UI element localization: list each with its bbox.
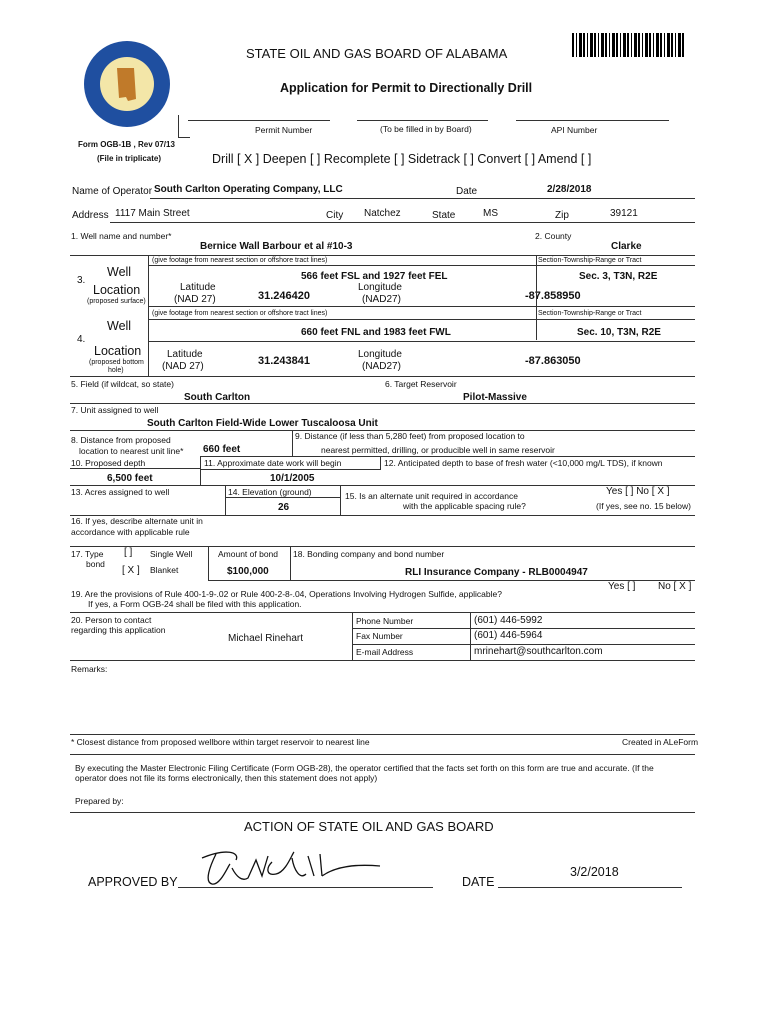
- created-in-aleform: Created in ALeForm: [622, 737, 699, 747]
- fax-label: Fax Number: [356, 631, 403, 641]
- to-be-filled-note: (To be filled in by Board): [380, 124, 472, 134]
- approval-date-value[interactable]: 3/2/2018: [570, 865, 619, 879]
- address-label: Address: [72, 210, 109, 221]
- seal-map-icon: [84, 41, 170, 127]
- bottom-lat-value[interactable]: 31.243841: [258, 355, 310, 367]
- q16-label-1: 16. If yes, describe alternate unit in: [71, 516, 203, 526]
- bottom-lat-label: Latitude: [167, 349, 203, 360]
- permit-number-label: Permit Number: [255, 125, 313, 135]
- approved-by-label: APPROVED BY: [88, 875, 178, 889]
- surface-lon-label: Longitude: [358, 282, 402, 293]
- depth-label: 10. Proposed depth: [71, 458, 146, 468]
- bond-type-label-2: bond: [86, 559, 105, 569]
- field-value[interactable]: South Carlton: [184, 392, 251, 403]
- certification-line-1: By executing the Master Electronic Filing Certificate (Form OGB-28), the operator certified that the facts set forth on this form are true and accurate. (If the: [75, 763, 654, 773]
- single-well-checkbox[interactable]: [ ]: [124, 547, 133, 558]
- surface-lat-label: Latitude: [180, 282, 216, 293]
- depth-value[interactable]: 6,500 feet: [107, 473, 153, 484]
- state-label: State: [432, 210, 456, 221]
- bottom-sub-label-2: hole): [108, 367, 124, 374]
- distance9-label-2: nearest permitted, drilling, or producible well in same reservoir: [321, 445, 555, 455]
- unit-value[interactable]: South Carlton Field-Wide Lower Tuscaloosa Unit: [147, 418, 378, 429]
- alternate-label-2: with the applicable spacing rule?: [403, 501, 526, 511]
- single-well-label: Single Well: [150, 549, 193, 559]
- operator-name-label: Name of Operator: [72, 186, 153, 197]
- distance-value[interactable]: 660 feet: [203, 444, 241, 455]
- email-label: E-mail Address: [356, 647, 414, 657]
- fresh-water-label: 12. Anticipated depth to base of fresh water (<10,000 mg/L TDS), if known: [384, 458, 663, 468]
- surface-footage-value[interactable]: 566 feet FSL and 1927 feet FEL: [301, 271, 448, 282]
- item3-number: 3.: [77, 275, 86, 286]
- file-note: (File in triplicate): [97, 154, 162, 163]
- county-value[interactable]: Clarke: [611, 241, 642, 252]
- str-label-2: Section-Township-Range or Tract: [538, 310, 642, 317]
- distance-label-1: 8. Distance from proposed: [71, 435, 171, 445]
- alternate-label-1: 15. Is an alternate unit required in accordance: [345, 491, 518, 501]
- bond-amount-value[interactable]: $100,000: [227, 566, 269, 577]
- form-title: Application for Permit to Directionally Drill: [280, 81, 533, 95]
- city-value[interactable]: Natchez: [364, 208, 401, 219]
- distance9-label-1: 9. Distance (if less than 5,280 feet) from proposed location to: [295, 431, 525, 441]
- reservoir-label: 6. Target Reservoir: [385, 379, 457, 389]
- date-label: Date: [456, 186, 478, 197]
- api-number-label: API Number: [551, 125, 598, 135]
- acres-label: 13. Acres assigned to well: [71, 487, 170, 497]
- barcode: [572, 33, 684, 57]
- bottom-sub-label-1: (proposed bottom: [89, 359, 144, 366]
- surface-lat-value[interactable]: 31.246420: [258, 290, 310, 302]
- city-label: City: [326, 210, 344, 221]
- county-label: 2. County: [535, 231, 572, 241]
- bottom-footage-value[interactable]: 660 feet FNL and 1983 feet FWL: [301, 327, 451, 338]
- date-approval-label: DATE: [462, 875, 495, 889]
- q19-label-1: 19. Are the provisions of Rule 400-1-9-.02 or Rule 400-2-8-.04, Operations Involving Hydrogen Sulfide, applicable?: [71, 589, 502, 599]
- prepared-by-label: Prepared by:: [75, 796, 124, 806]
- closest-distance-note: * Closest distance from proposed wellbore within target reservoir to nearest line: [71, 737, 370, 747]
- alternate-yes-no[interactable]: Yes [ ] No [ X ]: [606, 486, 670, 497]
- q19-label-2: If yes, a Form OGB-24 shall be filed with this application.: [88, 599, 302, 609]
- date-value[interactable]: 2/28/2018: [547, 184, 592, 195]
- unit-label: 7. Unit assigned to well: [71, 405, 159, 415]
- drill-options[interactable]: Drill [ X ] Deepen [ ] Recomplete [ ] Sidetrack [ ] Convert [ ] Amend [ ]: [212, 152, 592, 166]
- surface-lon-value[interactable]: -87.858950: [525, 290, 581, 302]
- form-id: Form OGB-1B , Rev 07/13: [78, 140, 175, 149]
- surface-well-label: Well: [107, 265, 132, 279]
- q19-no[interactable]: No [ X ]: [658, 581, 692, 592]
- bonding-company-value[interactable]: RLI Insurance Company - RLB0004947: [405, 567, 588, 578]
- state-seal: [84, 41, 170, 127]
- certification-line-2: operator does not file its forms electronically, then this statement does not apply): [75, 773, 378, 783]
- q16-label-2: accordance with applicable rule: [71, 527, 190, 537]
- state-value[interactable]: MS: [483, 208, 498, 219]
- contact-label-1: 20. Person to contact: [71, 615, 152, 625]
- bond-type-label-1: 17. Type: [71, 549, 104, 559]
- contact-label-2: regarding this application: [71, 625, 166, 635]
- bottom-lon-datum: (NAD27): [362, 361, 401, 372]
- contact-name-value[interactable]: Michael Rinehart: [228, 633, 304, 644]
- footage-note-2: (give footage from nearest section or offshore tract lines): [152, 310, 328, 317]
- operator-name-value[interactable]: South Carlton Operating Company, LLC: [154, 184, 343, 195]
- item4-number: 4.: [77, 334, 86, 345]
- bottom-lat-datum: (NAD 27): [162, 361, 204, 372]
- phone-label: Phone Number: [356, 616, 414, 626]
- bottom-location-label: Location: [94, 344, 142, 358]
- surface-lat-datum: (NAD 27): [174, 294, 216, 305]
- date-work-value[interactable]: 10/1/2005: [270, 473, 315, 484]
- blanket-checkbox[interactable]: [ X ]: [122, 565, 140, 576]
- q19-yes[interactable]: Yes [ ]: [608, 581, 636, 592]
- bottom-str-value[interactable]: Sec. 10, T3N, R2E: [577, 327, 661, 338]
- date-work-label: 11. Approximate date work will begin: [204, 458, 342, 468]
- surface-lon-datum: (NAD27): [362, 294, 401, 305]
- email-value[interactable]: mrinehart@southcarlton.com: [474, 646, 603, 657]
- phone-value[interactable]: (601) 446-5992: [474, 615, 543, 626]
- distance-label-2: location to nearest unit line*: [79, 446, 184, 456]
- board-action-title: ACTION OF STATE OIL AND GAS BOARD: [244, 819, 494, 834]
- well-name-value[interactable]: Bernice Wall Barbour et al #10-3: [200, 241, 353, 252]
- remarks-label: Remarks:: [71, 664, 108, 674]
- reservoir-value[interactable]: Pilot-Massive: [463, 392, 527, 403]
- field-label: 5. Field (if wildcat, so state): [71, 379, 174, 389]
- bottom-lon-label: Longitude: [358, 349, 402, 360]
- zip-value[interactable]: 39121: [610, 208, 638, 219]
- well-name-label: 1. Well name and number*: [71, 231, 172, 241]
- bottom-well-label: Well: [107, 319, 132, 333]
- surface-location-label: Location: [93, 283, 141, 297]
- blanket-label: Blanket: [150, 565, 179, 575]
- surface-sub-label: (proposed surface): [87, 298, 146, 305]
- agency-title: STATE OIL AND GAS BOARD OF ALABAMA: [246, 46, 508, 61]
- surface-str-value[interactable]: Sec. 3, T3N, R2E: [579, 271, 658, 282]
- str-label: Section-Township-Range or Tract: [538, 257, 642, 264]
- fax-value[interactable]: (601) 446-5964: [474, 630, 543, 641]
- zip-label: Zip: [555, 210, 569, 221]
- bottom-lon-value[interactable]: -87.863050: [525, 355, 581, 367]
- approver-signature: [196, 846, 386, 892]
- footage-note: (give footage from nearest section or offshore tract lines): [152, 257, 328, 264]
- alternate-note: (If yes, see no. 15 below): [596, 501, 691, 511]
- elevation-label: 14. Elevation (ground): [228, 487, 312, 497]
- bond-amount-label: Amount of bond: [218, 549, 279, 559]
- address-value[interactable]: 1117 Main Street: [115, 208, 190, 219]
- bonding-company-label: 18. Bonding company and bond number: [293, 549, 445, 559]
- elevation-value[interactable]: 26: [278, 502, 290, 513]
